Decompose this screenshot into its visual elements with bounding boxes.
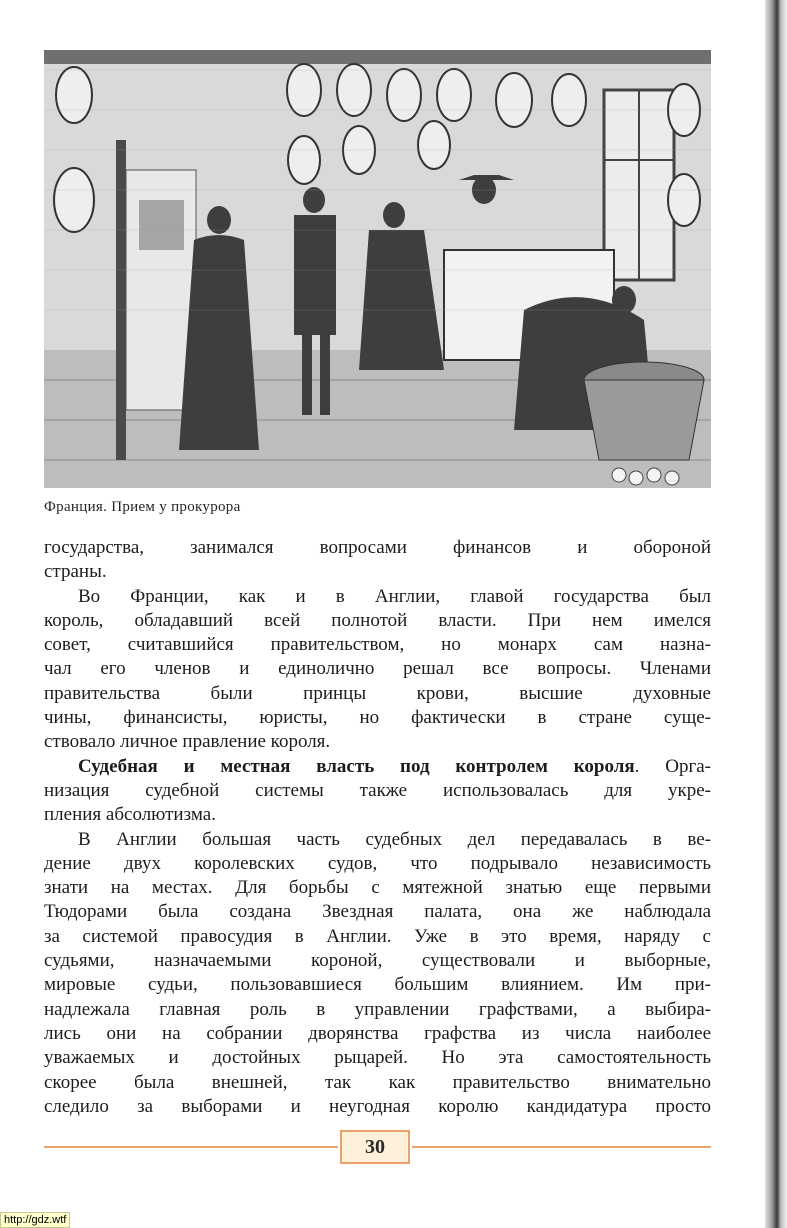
text-line-with-heading [44,755,711,779]
text-line: государства, занимался вопросами финансов и обороной [44,537,711,558]
text-line: низация судебной системы также использовалась для укре- [44,779,711,801]
paragraph-heading: Судебная и местная власть под контролем короля [78,755,635,777]
engraving-illustration [44,50,711,488]
text-line: надлежала главная роль в управлении графствами, а выбира- [44,998,711,1020]
footer-rule-left [44,1146,338,1148]
figure-caption: Франция. Прием у прокурора [44,499,241,515]
page-spine-edge [765,0,787,1228]
text-line: дение двух королевских судов, что подрывало независимость [44,852,711,874]
text-line: за системой правосудия в Англии. Уже в это время, наряду с [44,925,711,947]
footer-rule-right [412,1146,711,1148]
text-line: лись они на собрании дворянства графства из числа наиболее [44,1022,711,1044]
page-number: 30 [340,1130,410,1164]
engraving-image [44,50,711,488]
text-line: судьями, назначаемыми короной, существовали и выборные, [44,950,711,972]
text-line: Во Франции, как и в Англии, главой государства был [78,585,711,607]
text-line: король, обладавший всей полнотой власти. При нем имелся [44,609,711,631]
text-line: ствовало личное правление короля. [44,731,331,753]
text-line: Тюдорами была создана Звездная палата, она же наблюдала [44,901,711,923]
text-line: страны. [44,561,107,583]
text-line: скорее была внешней, так как правительство внимательно [44,1071,711,1093]
text-line: уважаемых и достойных рыцарей. Но эта самостоятельность [44,1047,711,1069]
text-line: совет, считавшийся правительством, но монарх сам назна- [44,634,711,656]
text-line: мировые судьи, пользовавшиеся большим влиянием. Им при- [44,974,711,996]
text-line: знати на местах. Для борьбы с мятежной знатью еще первыми [44,877,711,899]
text-line: чины, финансисты, юристы, но фактически в стране суще- [44,707,711,729]
text-line: следило за выборами и неугодная королю кандидатура просто [44,1095,711,1117]
watermark-link[interactable]: http://gdz.wtf [0,1212,70,1228]
text-line: чал его членов и единолично решал все вопросы. Членами [44,658,711,680]
text-line: правительства были принцы крови, высшие духовные [44,682,711,704]
text-line: В Англии большая часть судебных дел передавалась в ве- [78,828,711,850]
text-fragment: . Орга- [634,755,711,777]
text-line: пления абсолютизма. [44,804,216,826]
body-text [44,536,711,1119]
